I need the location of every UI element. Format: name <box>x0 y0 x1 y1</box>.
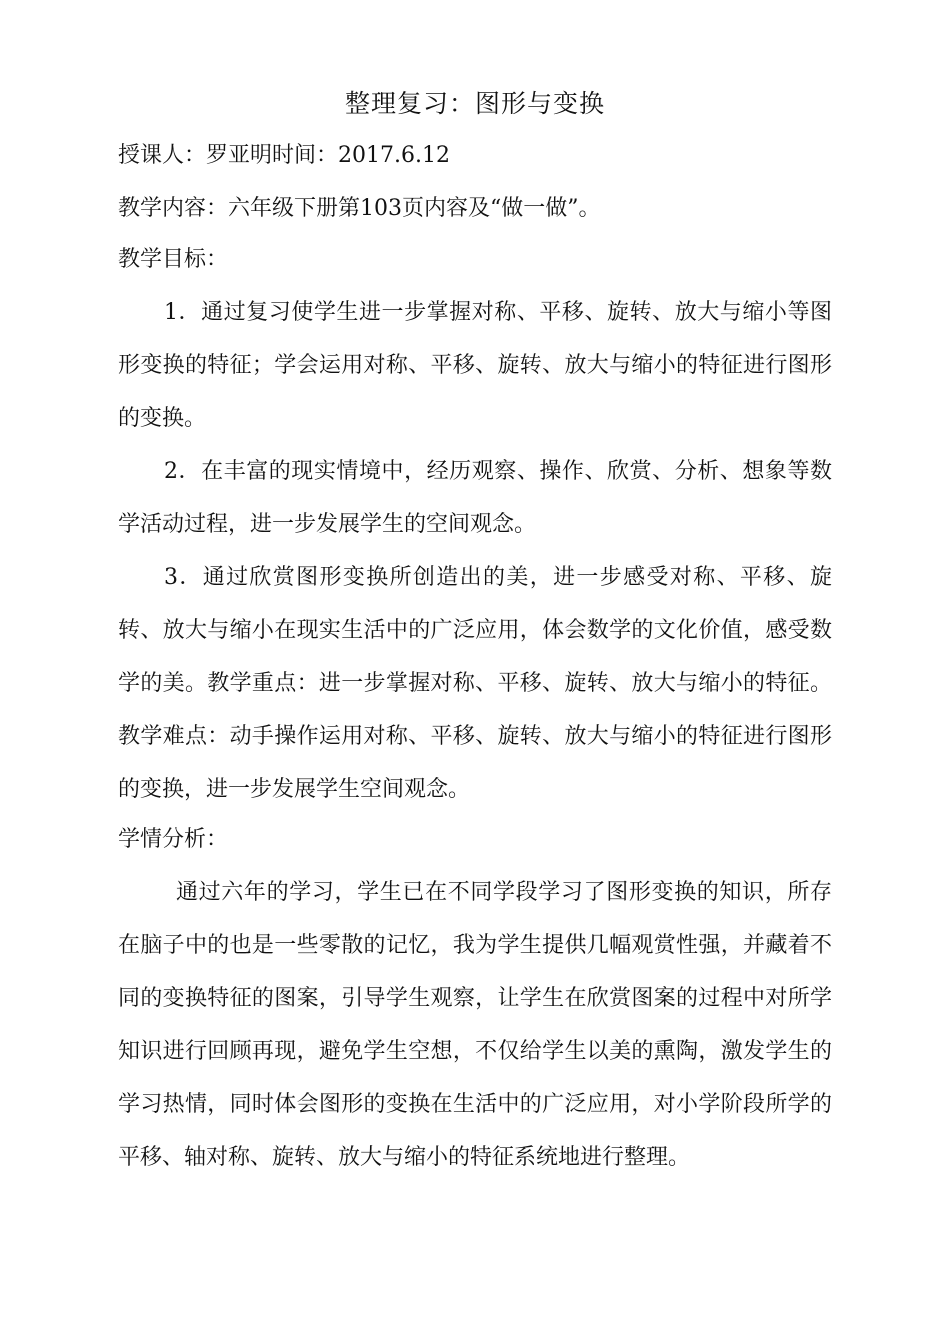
goal-3-paragraph: 3．通过欣赏图形变换所创造出的美，进一步感受对称、平移、旋转、放大与缩小在现实生活中的广泛应用，体会数学的文化价值，感受数学的美。教学重点：进一步掌握对称、平移、旋转、放大与缩小的特征。教学难点：动手操作运用对称、平移、旋转、放大与缩小的特征进行图形的变换，进一步发展学生空间观念。 <box>118 565 832 802</box>
teaching-goals-heading: 教学目标： <box>118 247 229 272</box>
analysis-paragraph: 通过六年的学习，学生已在不同学段学习了图形变换的知识，所存在脑子中的也是一些零散的记忆，我为学生提供几幅观赏性强，并藏着不同的变换特征的图案，引导学生观察，让学生在欣赏图案的过程中对所学知识进行回顾再现，避免学生空想，不仅给学生以美的熏陶，激发学生的学习热情，同时体会图形的变换在生活中的广泛应用，对小学阶段所学的平移、轴对称、旋转、放大与缩小的特征系统地进行整理。 <box>118 880 832 1170</box>
goal-1-paragraph: 1．通过复习使学生进一步掌握对称、平移、旋转、放大与缩小等图形变换的特征；学会运用对称、平移、旋转、放大与缩小的特征进行图形的变换。 <box>118 300 832 431</box>
teacher-time-line: 授课人：罗亚明时间：2017.6.12 <box>118 143 450 168</box>
analysis-heading: 学情分析： <box>118 827 229 852</box>
teaching-content-line: 教学内容：六年级下册第103页内容及“做一做”。 <box>118 196 601 221</box>
document-title: 整理复习：图形与变换 <box>344 89 605 118</box>
goal-2-paragraph: 2．在丰富的现实情境中，经历观察、操作、欣赏、分析、想象等数学活动过程，进一步发展学生的空间观念。 <box>118 459 832 537</box>
